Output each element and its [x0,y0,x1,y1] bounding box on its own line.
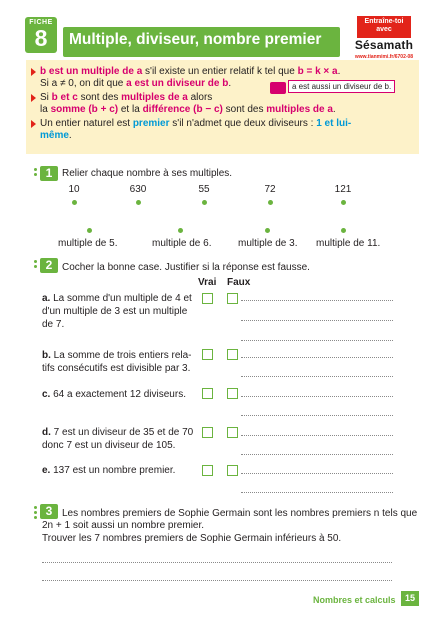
vrai-checkbox[interactable] [202,293,213,304]
exercise-3-line1: Les nombres premiers de Sophie Germain sont les nombres premiers n tels que [62,508,418,519]
answer-line[interactable] [241,300,393,301]
answer-line[interactable] [241,357,393,358]
exercise-dots-icon [34,260,39,273]
faux-checkbox[interactable] [227,465,238,476]
multiple-dot[interactable] [341,228,346,233]
faux-checkbox[interactable] [227,388,238,399]
exercise-2-instruction: Cocher la bonne case. Justifier si la réponse est fausse. [62,262,310,273]
faux-checkbox[interactable] [227,427,238,438]
number-label: 10 [68,184,80,195]
pointing-hand-icon [270,82,286,94]
answer-line[interactable] [42,580,392,581]
multiple-label: multiple de 3. [238,238,298,249]
definition-box [26,60,419,154]
multiple-dot[interactable] [178,228,183,233]
answer-line[interactable] [241,376,393,377]
exercise-dots-icon [34,168,39,181]
definition-sum-line2: la somme (b + c) et la différence (b − c) sont des multiples de a. [40,104,336,115]
exercise-3-line2: 2n + 1 soit aussi un nombre premier. [42,520,205,531]
page-title: Multiple, diviseur, nombre premier [69,31,322,48]
number-label: 121 [334,184,352,195]
number-dot[interactable] [341,200,346,205]
definition-prime-line2: même. [40,130,72,141]
answer-line[interactable] [241,320,393,321]
faux-checkbox[interactable] [227,349,238,360]
definition-multiple: b est un multiple de a s'il existe un entier relatif k tel que b = k × a. [40,66,341,77]
answer-line[interactable] [241,340,393,341]
publisher-tagline: Entraîne-toi avec [357,16,411,38]
column-vrai: Vrai [198,277,217,288]
vrai-checkbox[interactable] [202,427,213,438]
answer-line[interactable] [241,454,393,455]
exercise-1-instruction: Relier chaque nombre à ses multiples. [62,168,233,179]
answer-line[interactable] [241,473,393,474]
multiple-dot[interactable] [87,228,92,233]
vrai-checkbox[interactable] [202,388,213,399]
exercise-3-line3: Trouver les 7 nombres premiers de Sophie Germain inférieurs à 50. [42,533,342,544]
question-a: a. La somme d'un multiple de 4 et d'un multiple de 3 est un multiple de 7. [42,293,192,330]
answer-line[interactable] [241,492,393,493]
number-label: 55 [198,184,210,195]
footer-section: Nombres et calculs [313,595,396,605]
fiche-badge [25,17,57,53]
multiple-dot[interactable] [265,228,270,233]
number-dot[interactable] [268,200,273,205]
question-b: b. La somme de trois entiers rela- tifs consécutifs est divisible par 3. [42,350,192,374]
answer-line[interactable] [241,415,393,416]
number-label: 630 [129,184,147,195]
exercise-dots-icon [34,506,39,519]
exercise-number-1: 1 [40,166,58,181]
column-faux: Faux [227,277,251,288]
question-c: c. 64 a exactement 12 diviseurs. [42,389,186,400]
vrai-checkbox[interactable] [202,465,213,476]
publisher-logo[interactable] [349,16,419,62]
multiple-label: multiple de 6. [152,238,212,249]
number-dot[interactable] [136,200,141,205]
question-d: d. 7 est un diviseur de 35 et de 70 donc 7 est un diviseur de 105. [42,427,194,451]
multiple-label: multiple de 5. [58,238,118,249]
publisher-url[interactable]: www.tianmimi.fr/6702-08 [354,54,414,60]
number-dot[interactable] [72,200,77,205]
bullet-icon [31,68,36,76]
definition-note: a est aussi un diviseur de b. [288,80,395,93]
definition-divisor: Si a ≠ 0, on dit que a est un diviseur de b. [40,78,232,89]
number-dot[interactable] [202,200,207,205]
vrai-checkbox[interactable] [202,349,213,360]
number-label: 72 [264,184,276,195]
page-number: 15 [401,591,419,606]
fiche-number: 8 [34,25,48,51]
bullet-icon [31,94,36,102]
bullet-icon [31,120,36,128]
publisher-name: Sésamath [354,38,414,52]
exercise-number-3: 3 [40,504,58,519]
answer-line[interactable] [241,396,393,397]
fiche-label: FICHE [29,19,53,26]
definition-prime-line1: Un entier naturel est premier s'il n'admet que deux diviseurs : 1 et lui- [40,118,352,129]
definition-sum-line1: Si b et c sont des multiples de a alors [40,92,213,103]
multiple-label: multiple de 11. [316,238,381,249]
faux-checkbox[interactable] [227,293,238,304]
exercise-number-2: 2 [40,258,58,273]
question-e: e. 137 est un nombre premier. [42,465,176,476]
answer-line[interactable] [241,435,393,436]
answer-line[interactable] [42,562,392,563]
